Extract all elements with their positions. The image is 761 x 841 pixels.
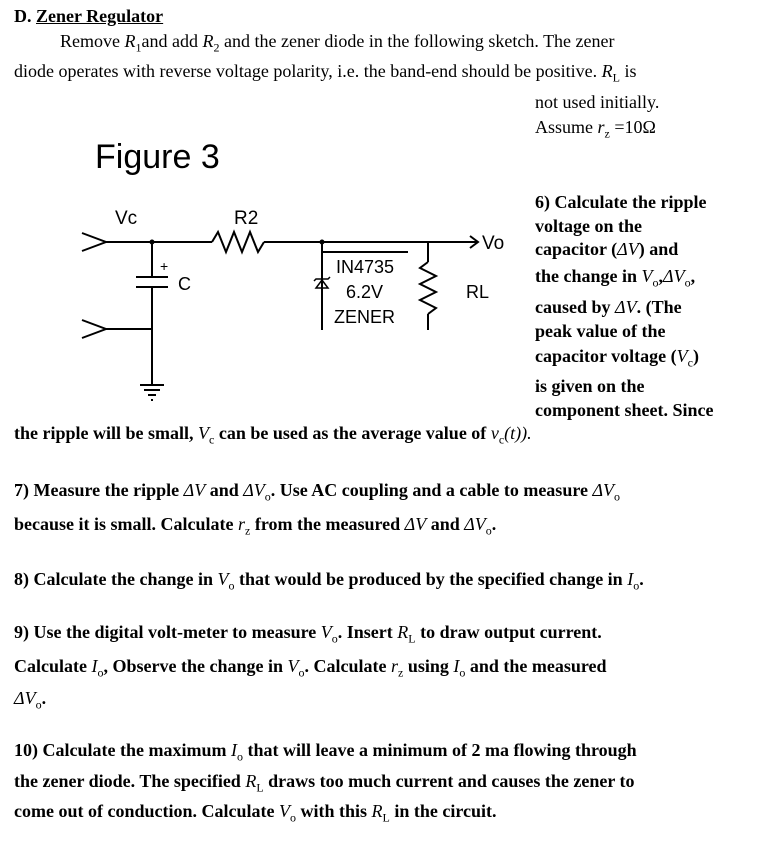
junction-dot-cap — [150, 240, 155, 245]
q6-line-6: peak value of the — [535, 321, 666, 341]
q6-line-4: the change in $V_o,\Delta V_o$, — [535, 266, 696, 290]
q6-line-7: capacitor voltage $(V_c)$ — [535, 346, 699, 370]
r2-resistor-zigzag — [212, 232, 264, 252]
q10-line-1: 10) Calculate the maximum $I_o$ that will leave a minimum of 2 ma flowing through — [14, 740, 637, 764]
label-diode-type: ZENER — [334, 307, 396, 327]
q6-line-3: capacitor (ΔV) and — [535, 239, 679, 259]
q10-line-2: the zener diode. The specified $R_L$ draws too much current and causes the zener to — [14, 771, 635, 795]
section-title: Zener Regulator — [36, 6, 164, 26]
junction-dot-zener — [320, 240, 325, 245]
label-vc: Vc — [115, 208, 138, 229]
intro-line-1: Remove $R_1and$ add $R_2$ and the zener diode in the following sketch. The zener — [60, 31, 615, 55]
label-vo: Vo — [482, 233, 505, 254]
figure-title: Figure 3 — [95, 138, 220, 176]
section-letter: D. — [14, 6, 32, 26]
q6-line-9: component sheet. Since — [535, 400, 714, 420]
q6-line-5: caused by ΔV. (The — [535, 297, 682, 317]
intro-line-4: Assume $r_z =10\Omega$ — [535, 117, 656, 141]
q6-line-10: the ripple will be small, $V_c$ can be used as the average value of $v_c(t)$). — [14, 423, 532, 447]
q8-line-1: 8) Calculate the change in $V_o$ that would be produced by the specified change in $I_o$. — [14, 569, 644, 593]
rl-resistor-zigzag — [420, 262, 436, 314]
vc-input-arrow — [82, 233, 106, 251]
q10-line-3: come out of conduction. Calculate $V_o$ with this $R_L$ in the circuit. — [14, 801, 497, 825]
ground-icon — [140, 385, 164, 400]
label-diode-part: IN4735 — [336, 257, 395, 277]
q6-line-8: is given on the — [535, 376, 645, 396]
label-r2: R2 — [234, 208, 259, 229]
bottom-input-arrow — [82, 320, 106, 338]
q9-line-2: Calculate $I_o$, Observe the change in $V_o$. Calculate $r_z$ using $I_o$ and the measured — [14, 656, 607, 680]
q7-line-2: because it is small. Calculate $r_z$ from the measured ΔV and $\Delta V_o$. — [14, 514, 497, 538]
q9-line-1: 9) Use the digital volt-meter to measure $V_o$. Insert $R_L$ to draw output current. — [14, 622, 602, 646]
label-diode-voltage: 6.2V — [346, 282, 384, 302]
label-plus: + — [160, 258, 169, 274]
intro-line-3: not used initially. — [535, 92, 660, 112]
q6-line-1: 6) Calculate the ripple — [535, 192, 707, 212]
q6-line-2: voltage on the — [535, 216, 642, 236]
q7-line-1: 7) Measure the ripple ΔV and $\Delta V_o$. Use AC coupling and a cable to measure $\Delta V_o$ — [14, 480, 621, 504]
label-c: C — [178, 274, 191, 294]
q9-line-3: $\Delta V_o$. — [14, 688, 47, 712]
label-rl: RL — [466, 282, 490, 302]
intro-line-2: diode operates with reverse voltage polarity, i.e. the band-end should be positive. $R_L$ is — [14, 61, 637, 85]
